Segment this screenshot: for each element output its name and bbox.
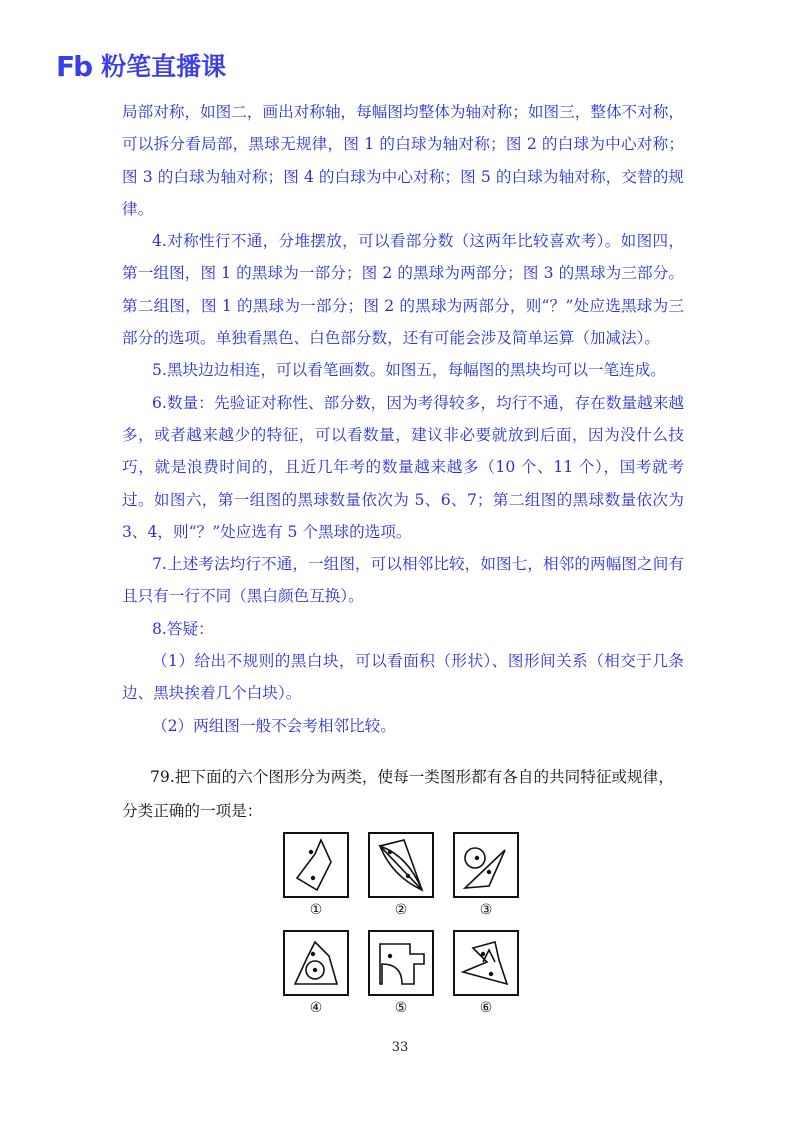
- figure-label-4: ④: [309, 1000, 323, 1016]
- figure-5-drawing: [368, 930, 434, 996]
- figure-label-3: ③: [479, 902, 493, 918]
- paragraph-5: 7.上述考法均行不通，一组图，可以相邻比较，如图七，相邻的两幅图之间有且只有一行不同（黑白颜色互换）。: [122, 555, 684, 606]
- paragraph-1: 局部对称，如图二，画出对称轴，每幅图均整体为轴对称；如图三，整体不对称，可以拆分看局部，黑球无规律，图 1 的白球为轴对称；图 2 的白球为中心对称；图 3 的白球为轴对称；图 4 的白球为中心对称；图 5 的白球为轴对称，交替的规律。: [122, 103, 684, 218]
- page-number: 33: [391, 1040, 409, 1055]
- figure-4: [283, 930, 349, 1018]
- brand-name: 粉笔直播课: [101, 52, 227, 81]
- figure-4-drawing: [283, 930, 349, 996]
- figure-1: [283, 832, 349, 920]
- figure-6: [453, 930, 519, 1018]
- figure-2-drawing: [368, 832, 434, 898]
- paragraph-3: 5.黑块边边相连，可以看笔画数。如图五，每幅图的黑块均可以一笔连成。: [152, 361, 666, 380]
- paragraph-4: 6.数量：先验证对称性、部分数，因为考得较多，均行不通，存在数量越来越多，或者越来越少的特征，可以看数量，建议非必要就放到后面，因为没什么技巧，就是浪费时间的，且近几年考的数量越来越多（10 个、11 个），国考就考过。如图六，第一组图的黑球数量依次为 5、6、7；第二组图的黑球数量依次为 3、4，则“？”处应选有 5 个黑球的选项。: [122, 393, 684, 541]
- figure-grid: [283, 832, 523, 1017]
- figure-label-5: ⑤: [394, 1000, 408, 1016]
- figure-label-6: ⑥: [479, 1000, 493, 1016]
- figure-label-2: ②: [394, 902, 408, 918]
- question-text: 79.把下面的六个图形分为两类，使每一类图形都有各自的共同特征或规律，分类正确的一项是：: [122, 768, 674, 820]
- figure-5: [368, 930, 434, 1018]
- paragraph-7: （1）给出不规则的黑白块，可以看面积（形状）、图形间关系（相交于几条边、黑块挨着几个白块）。: [122, 652, 684, 703]
- figure-3-drawing: [453, 832, 519, 898]
- figure-label-1: ①: [309, 902, 323, 918]
- brand-logo: [56, 50, 226, 84]
- paragraph-6: 8.答疑：: [152, 619, 214, 638]
- question-79: [122, 760, 684, 828]
- figure-1-drawing: [283, 832, 349, 898]
- paragraph-8: （2）两组图一般不会考相邻比较。: [152, 716, 396, 735]
- figure-3: [453, 832, 519, 920]
- fb-logo-icon: Fb: [56, 50, 92, 83]
- figure-2: [368, 832, 434, 920]
- explanation-text: [122, 96, 684, 742]
- paragraph-2: 4.对称性行不通，分堆摆放，可以看部分数（这两年比较喜欢考）。如图四，第一组图，图 1 的黑球为一部分；图 2 的黑球为两部分；图 3 的黑球为三部分。第二组图，图 1 的黑球为一部分；图 2 的黑球为两部分，则“？”处应选黑球为三部分的选项。单独看黑色、白色部分数，还有可能会涉及简单运算（加减法）。: [122, 232, 684, 348]
- figure-6-drawing: [453, 930, 519, 996]
